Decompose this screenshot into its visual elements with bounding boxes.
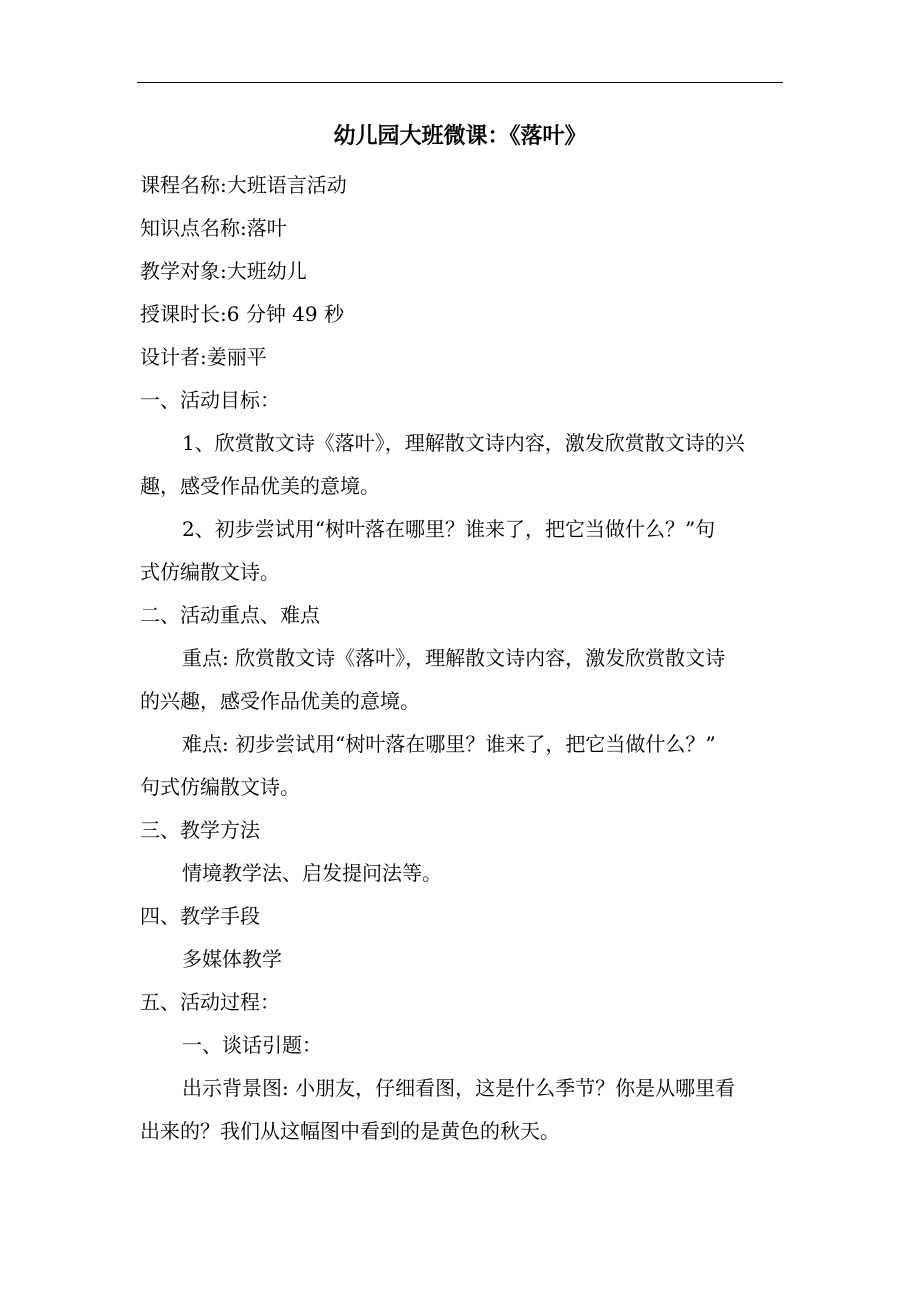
document-body [140,164,785,1153]
section-heading-method: 三、教学方法 [140,818,260,842]
difficulty-line-2: 句式仿编散文诗。 [140,775,300,799]
document-title: 幼儿园大班微课：《落叶》 [333,124,587,149]
knowledge-point: 知识点名称:落叶 [140,216,287,240]
audience: 教学对象:大班幼儿 [140,259,307,283]
goal-1-line-1: 1、欣赏散文诗《落叶》，理解散文诗内容，激发欣赏散文诗的兴 [182,431,745,455]
section-heading-means: 四、教学手段 [140,904,260,928]
difficulty-line-1: 难点: 初步尝试用“树叶落在哪里？谁来了，把它当做什么？” [182,732,716,756]
process-subheading-1: 一、谈话引题： [182,1033,322,1057]
section-heading-key-points: 二、活动重点、难点 [140,603,320,627]
section-heading-goals: 一、活动目标： [140,388,280,412]
header-rule [137,82,783,83]
key-point-line-1: 重点: 欣赏散文诗《落叶》，理解散文诗内容，激发欣赏散文诗 [182,646,726,670]
goal-2-line-2: 式仿编散文诗。 [140,560,280,584]
goal-2-line-1: 2、初步尝试用“树叶落在哪里？谁来了，把它当做什么？”句 [182,517,716,541]
process-text-line-1: 出示背景图: 小朋友，仔细看图，这是什么季节？你是从哪里看 [182,1076,736,1100]
process-text-line-2: 出来的？我们从这幅图中看到的是黄色的秋天。 [140,1119,560,1143]
method-text: 情境教学法、启发提问法等。 [182,861,442,885]
designer: 设计者:姜丽平 [140,345,267,369]
key-point-line-2: 的兴趣，感受作品优美的意境。 [140,689,420,713]
goal-1-line-2: 趣，感受作品优美的意境。 [140,474,380,498]
course-name: 课程名称:大班语言活动 [140,173,347,197]
section-heading-process: 五、活动过程： [140,990,280,1014]
duration: 授课时长:6 分钟 49 秒 [140,302,344,326]
means-text: 多媒体教学 [182,947,282,971]
